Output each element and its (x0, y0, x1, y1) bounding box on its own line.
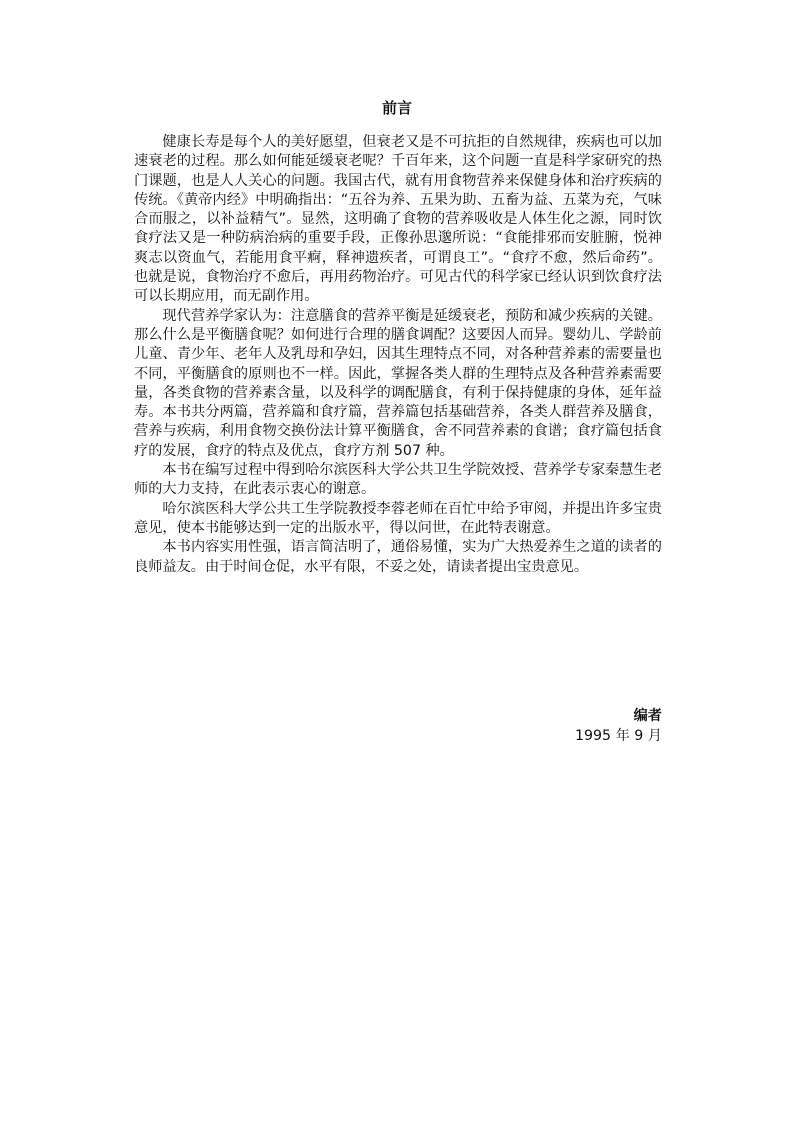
paragraph-4: 哈尔滨医科大学公共工生学院教授李蓉老师在百忙中给予审阅，并提出许多宝贵意见，使本书能够达到一定的出版水平，得以问世，在此特表谢意。 (134, 500, 662, 536)
preface-body (134, 133, 662, 577)
signature-date: 1995 年 9 月 (574, 728, 662, 744)
signature-author: 编者 (633, 708, 662, 724)
page-title: 前言 (381, 99, 412, 117)
paragraph-2: 现代营养学家认为：注意膳食的营养平衡是延缓衰老，预防和减少疾病的关键。那么什么是平衡膳食呢？如何进行合理的膳食调配？这要因人而异。婴幼儿、学龄前儿童、青少年、老年人及乳母和孕妇，因其生理特点不同，对各种营养素的需要量也不同，平衡膳食的原则也不一样。因此，掌握各类人群的生理特点及各种营养素需要量，各类食物的营养素含量，以及科学的调配膳食，有利于保持健康的身体，延年益寿。本书共分两篇，营养篇和食疗篇，营养篇包括基础营养，各类人群营养及膳食，营养与疾病，利用食物交换份法计算平衡膳食，舍不同营养素的食谱；食疗篇包括食疗的发展，食疗的特点及优点，食疗方剂 507 种。 (134, 307, 662, 459)
paragraph-1: 健康长寿是每个人的美好愿望，但衰老又是不可抗拒的自然规律，疾病也可以加速衰老的过程。那么如何能延缓衰老呢？千百年来，这个问题一直是科学家研究的热门课题，也是人人关心的问题。我国古代，就有用食物营养来保健身体和治疗疾病的传统。《黄帝内经》中明确指出：“五谷为养、五果为助、五畜为益、五菜为充，气味合而服之，以补益精气”。显然，这明确了食物的营养吸收是人体生化之源，同时饮食疗法又是一种防病治病的重要手段，正像孙思邈所说：“食能排邪而安脏腑，悦神爽志以资血气，若能用食平痾，释神遗疾者，可谓良工”。“食疗不愈，然后命药”。也就是说，食物治疗不愈后，再用药物治疗。可见古代的科学家已经认识到饮食疗法可以长期应用，而无副作用。 (134, 134, 662, 305)
paragraph-3: 本书在编写过程中得到哈尔滨医科大学公共卫生学院效授、营养学专家秦慧生老师的大力支持，在此表示衷心的谢意。 (134, 462, 662, 498)
paragraph-5: 本书内容实用性强，语言简洁明了，通俗易懂，实为广大热爱养生之道的读者的良师益友。由于时间仓促，水平有限，不妥之处，请读者提出宝贵意见。 (134, 539, 662, 575)
